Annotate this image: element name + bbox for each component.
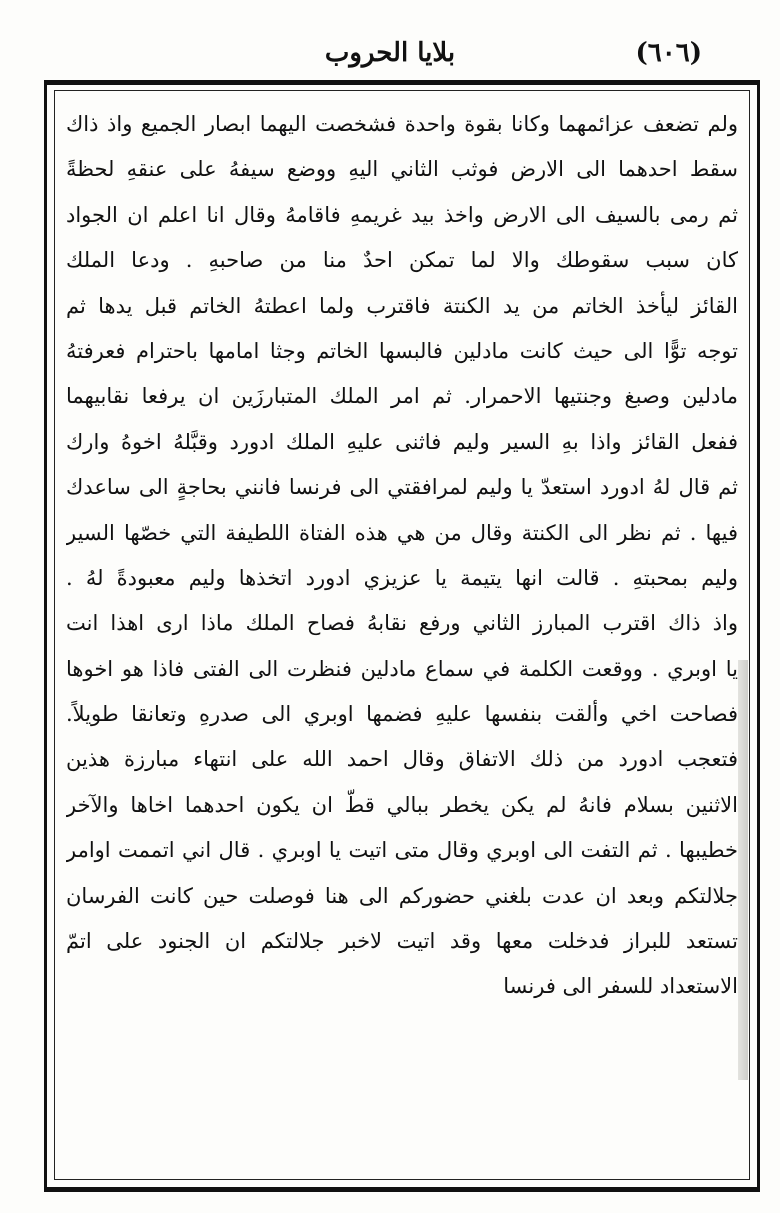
text-line: يا اوبري . ووقعت الكلمة في سماع مادلين فنظرت الى الفتى فاذا هو اخوها — [66, 656, 738, 681]
page-header — [60, 30, 720, 80]
text-line: واذ ذاك اقترب المبارز الثاني ورفع نقابهُ فصاح الملك ماذا ارى اهذا انت — [66, 611, 738, 636]
text-line: فتعجب ادورد من ذلك الاتفاق وقال احمد الله على انتهاء مبارزة هذين — [66, 747, 738, 772]
text-line: سقط احدهما الى الارض فوثب الثاني اليهِ ووضع سيفهُ على عنقهِ لحظةً — [66, 157, 738, 182]
text-line: جلالتكم وبعد ان عدت بلغني حضوركم الى هنا فوصلت حين كانت الفرسان — [66, 883, 738, 908]
text-line: ثم قال لهُ ادورد استعدّ يا وليم لمرافقتي الى فرنسا فانني بحاجةٍ الى ساعدك — [66, 475, 738, 500]
text-line: تستعد للبراز فدخلت معها وقد اتيت لاخبر جلالتكم ان الجنود على اتمّ — [66, 929, 738, 954]
text-line: كان سبب سقوطك والا لما تمكن احدٌ منا من صاحبهِ . ودعا الملك — [66, 248, 738, 273]
text-line: فصاحت اخي وألقت بنفسها عليهِ فضمها اوبري الى صدرهِ وتعانقا طويلاً. — [66, 702, 738, 727]
page-number: (٦٠٦) — [635, 38, 702, 68]
text-line: توجه توًّا الى حيث كانت مادلين فالبسها الخاتم وجثا امامها باحترام فعرفتهُ — [66, 338, 738, 363]
running-title: بلايا الحروب — [324, 38, 456, 68]
text-line: ثم رمى بالسيف الى الارض واخذ بيد غريمهِ فاقامهُ وقال انا اعلم ان الجواد — [66, 202, 738, 227]
text-line: ففعل القائز واذا بهِ السير وليم فاثنى عليهِ الملك ادورد وقبَّلهُ اخوهُ وارك — [66, 429, 738, 454]
text-line: مادلين وصبغ وجنتيها الاحمرار. ثم امر الملك المتبارزَين ان يرفعا نقابيهما — [66, 384, 738, 409]
text-line: فيها . ثم نظر الى الكنتة وقال من هي هذه الفتاة اللطيفة التي خصّها السير — [66, 520, 738, 545]
text-line: الاثنين بسلام فانهُ لم يكن يخطر ببالي قطّ ان يكون احدهما اخاها والآخر — [66, 792, 738, 817]
text-line: وليم بمحبتهِ . قالت انها يتيمة يا عزيزي ادورد اتخذها وليم معبودةً لهُ . — [66, 565, 738, 590]
body-text — [66, 102, 738, 1010]
text-line: الاستعداد للسفر الى فرنسا — [503, 974, 738, 999]
text-line: ولم تضعف عزائمهما وكانا بقوة واحدة فشخصت اليهما ابصار الجميع واذ ذاك — [66, 112, 738, 136]
margin-shadow — [738, 660, 748, 1080]
text-line: القائز ليأخذ الخاتم من يد الكنتة فاقترب ولما اعطتهُ الخاتم قبل يدها ثم — [66, 293, 738, 318]
text-line: خطيبها . ثم التفت الى اوبري وقال متى اتيت يا اوبري . قال اني اتممت اوامر — [66, 838, 738, 863]
